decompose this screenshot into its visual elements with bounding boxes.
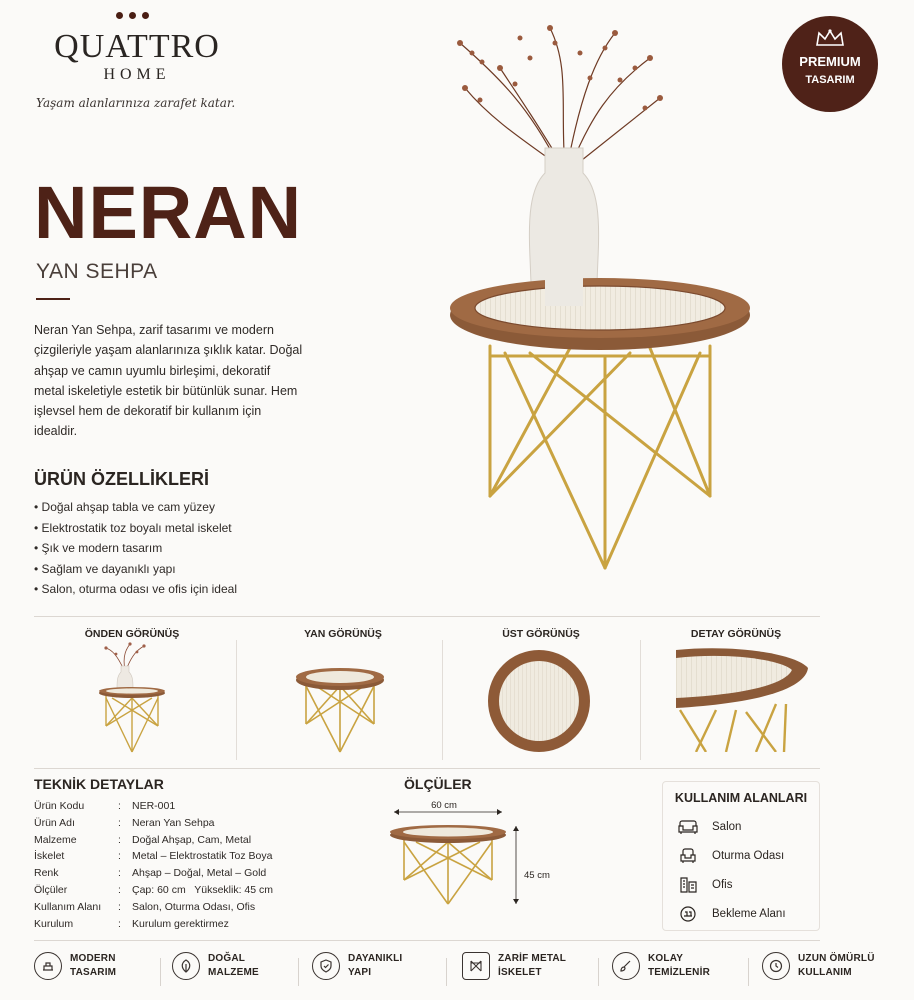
view-label-top: ÜST GÖRÜNÜŞ [502, 628, 580, 640]
tech-value: NER-001 [132, 800, 176, 812]
feature-divider [748, 958, 749, 986]
detail-view-image [676, 644, 808, 752]
usage-item [677, 847, 784, 865]
tech-value: Neran Yan Sehpa [132, 816, 215, 829]
usage-title: KULLANIM ALANLARI [674, 791, 808, 805]
view-label-side: YAN GÖRÜNÜŞ [304, 628, 382, 640]
view-label-front: ÖNDEN GÖRÜNÜŞ [84, 628, 180, 640]
feature-line2: İSKELET [498, 967, 542, 978]
tech-value: Ahşap – Doğal, Metal – Gold [132, 867, 267, 880]
tech-value: Salon, Oturma Odası, Ofis [132, 900, 256, 913]
feature-line1: UZUN ÖMÜRLÜ [798, 953, 875, 964]
feature-line2: MALZEME [208, 967, 259, 978]
tech-value: Kurulum gerektirmez [132, 917, 229, 930]
feature-line1: KOLAY [648, 953, 684, 964]
tech-row: Ürün Adı : Neran Yan Sehpa [34, 817, 273, 834]
section-divider [34, 940, 820, 941]
tech-value: Doğal Ahşap, Cam, Metal [132, 833, 252, 846]
frame-icon [462, 952, 490, 980]
view-divider [640, 640, 641, 760]
tech-key: Kullanım Alanı [34, 900, 102, 913]
usage-label: Salon [712, 821, 742, 833]
feature-line2: YAPI [348, 967, 372, 978]
armchair-icon [677, 847, 699, 865]
product-name: NERAN [34, 171, 303, 254]
front-view-image [92, 640, 172, 756]
brand-dots [116, 12, 149, 19]
badge-line2: TASARIM [805, 74, 855, 86]
shield-icon [312, 952, 340, 980]
title-rule [36, 298, 70, 300]
waiting-area-icon [677, 905, 699, 923]
tech-row: Ölçüler : Çap: 60 cm Yükseklik: 45 cm [34, 884, 273, 901]
feature-line1: ZARİF METAL [498, 953, 567, 964]
tech-value: Çap: 60 cm Yükseklik: 45 cm [132, 883, 274, 896]
feature-divider [298, 958, 299, 986]
usage-label: Oturma Odası [712, 850, 785, 862]
feature-line1: DOĞAL [208, 953, 246, 964]
tech-row: Malzeme : Doğal Ahşap, Cam, Metal [34, 834, 273, 851]
product-description: Neran Yan Sehpa, zarif tasarımı ve modern çizgileriyle yaşam alanlarınıza şıklık katar. Doğal ahşap ve camın uyumlu birleşimi, dekoratif metal iskeletiyle estetik bir bütünlük sunar. Hem işlevsel hem de dekoratif bir kullanım için idealdir. [34, 323, 303, 439]
usage-label: Ofis [712, 879, 733, 891]
tech-key: Ürün Adı [34, 816, 75, 829]
section-divider [34, 768, 820, 769]
features-list [34, 500, 237, 603]
tech-row: Kurulum : Kurulum gerektirmez [34, 918, 273, 935]
feature-line2: TEMİZLENİR [648, 967, 710, 978]
feature-line1: MODERN [70, 953, 116, 964]
feature-item: • Şık ve modern tasarım [34, 541, 237, 562]
tech-table [34, 800, 273, 934]
tech-row: Kullanım Alanı : Salon, Oturma Odası, Ofis [34, 901, 273, 918]
crown-icon [814, 28, 846, 48]
tech-row: Ürün Kodu : NER-001 [34, 800, 273, 817]
section-divider [34, 616, 820, 617]
tech-key: Renk [34, 867, 59, 880]
dimension-width: 60 cm [431, 800, 457, 811]
tech-row: Renk : Ahşap – Doğal, Metal – Gold [34, 867, 273, 884]
brand-sub: HOME [103, 66, 171, 83]
sofa-icon [677, 818, 699, 836]
feature-durable [312, 952, 402, 980]
tech-key: Ölçüler [34, 883, 68, 896]
feature-metal-frame [462, 952, 566, 980]
clock-icon [762, 952, 790, 980]
tech-value: Metal – Elektrostatik Toz Boya [132, 850, 273, 863]
feature-modern-design [34, 952, 116, 980]
leaf-icon [172, 952, 200, 980]
tech-key: İskelet [34, 850, 65, 863]
feature-item: • Salon, oturma odası ve ofis için ideal [34, 582, 237, 603]
usage-item [677, 876, 732, 894]
feature-line1: DAYANIKLI [348, 953, 403, 964]
dimension-height: 45 cm [524, 870, 550, 881]
tech-key: Malzeme [34, 833, 77, 846]
brush-icon [612, 952, 640, 980]
view-divider [442, 640, 443, 760]
feature-item: • Doğal ahşap tabla ve cam yüzey [34, 500, 237, 521]
feature-natural-material [172, 952, 259, 980]
features-title: ÜRÜN ÖZELLİKLERİ [34, 469, 209, 489]
hero-product-image [420, 18, 760, 588]
badge-line1: PREMIUM [799, 54, 861, 69]
feature-easy-clean [612, 952, 710, 980]
brand-name: QUATTRO [54, 28, 220, 65]
feature-item: • Elektrostatik toz boyalı metal iskelet [34, 521, 237, 542]
usage-item [677, 818, 741, 836]
top-view-image [486, 648, 592, 754]
tech-key: Ürün Kodu [34, 800, 85, 812]
view-label-detail: DETAY GÖRÜNÜŞ [690, 628, 782, 640]
feature-divider [446, 958, 447, 986]
office-icon [677, 876, 699, 894]
tech-key: Kurulum [34, 917, 74, 930]
premium-badge [782, 16, 878, 112]
feature-long-life [762, 952, 875, 980]
dimension-diagram [380, 796, 540, 908]
usage-item [677, 905, 786, 923]
feature-divider [160, 958, 161, 986]
usage-label: Bekleme Alanı [712, 908, 786, 920]
feature-line2: TASARIM [70, 967, 117, 978]
design-icon [34, 952, 62, 980]
usage-panel [662, 781, 820, 931]
feature-line2: KULLANIM [798, 967, 852, 978]
dimensions-title: ÖLÇÜLER [404, 776, 472, 792]
tech-title: TEKNİK DETAYLAR [34, 776, 164, 792]
feature-divider [598, 958, 599, 986]
brand-tagline: Yaşam alanlarınıza zarafet katar. [36, 96, 236, 110]
side-view-image [292, 664, 388, 756]
product-type: YAN SEHPA [36, 260, 158, 283]
view-divider [236, 640, 237, 760]
tech-row: İskelet : Metal – Elektrostatik Toz Boya [34, 850, 273, 867]
feature-item: • Sağlam ve dayanıklı yapı [34, 562, 237, 583]
